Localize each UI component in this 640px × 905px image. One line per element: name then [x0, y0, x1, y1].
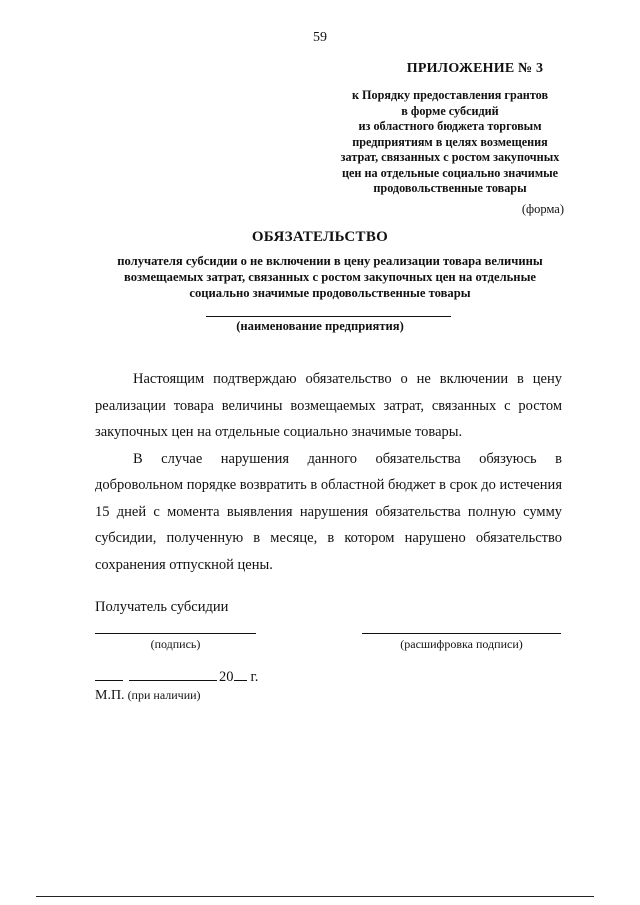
signature-blank-line [95, 633, 256, 634]
body-line: реализации товара величины возмещаемых затрат, связанных с ростом [95, 397, 562, 414]
stamp-note: (при наличии) [127, 688, 201, 702]
date-month-blank [129, 668, 217, 681]
body-line: В случае нарушения данного обязательства обязуюсь в [133, 450, 562, 467]
document-title: ОБЯЗАТЕЛЬСТВО [251, 229, 389, 245]
appendix-line: цен на отдельные социально значимые [341, 165, 559, 180]
stamp-line [95, 688, 201, 704]
appendix-line: к Порядку предоставления грантов [351, 88, 549, 102]
body-line: субсидии, полученную в месяце, в котором нарушено обязательство [95, 530, 562, 546]
appendix-line: затрат, связанных с ростом закупочных [340, 150, 560, 164]
page-number: 59 [313, 30, 327, 45]
date-day-blank [95, 668, 123, 681]
date-year-blank [234, 668, 247, 681]
signature-decoding-blank-line [362, 633, 561, 634]
subtitle-line: получателя субсидии о не включении в цену реализации товара величины [117, 254, 543, 268]
page-bottom-rule [36, 896, 594, 897]
subtitle-line: социально значимые продовольственные товары [189, 286, 471, 300]
form-label: (форма) [521, 202, 564, 216]
subtitle-line: возмещаемых затрат, связанных с ростом закупочных цен на отдельные [123, 270, 536, 284]
appendix-line: продовольственные товары [373, 181, 527, 195]
appendix-header [330, 60, 570, 197]
date-year-prefix: 20 [219, 669, 234, 685]
body-line: Настоящим подтверждаю обязательство о не включении в цену [133, 371, 562, 387]
body-line: 15 дней с момента выявления нарушения обязательства полную сумму [95, 503, 562, 520]
signature-decoding-caption: (расшифровка подписи) [400, 637, 523, 651]
body-text [95, 366, 562, 578]
recipient-label: Получатель субсидии [95, 599, 229, 615]
appendix-line: предприятиям в целях возмещения [352, 134, 548, 149]
appendix-line: в форме субсидий [401, 103, 499, 118]
date-row [95, 668, 258, 686]
stamp-label: М.П. [95, 688, 125, 703]
date-year-suffix: г. [250, 669, 259, 685]
enterprise-name-caption: (наименование предприятия) [236, 319, 404, 333]
body-line: сохранения отпускной цены. [95, 556, 273, 573]
body-line: закупочных цен на отдельные социально значимые товары. [95, 424, 463, 440]
appendix-line: из областного бюджета торговым [358, 119, 542, 133]
document-subtitle [80, 253, 580, 301]
enterprise-name-blank-line [206, 316, 451, 317]
appendix-text [330, 88, 570, 197]
body-line: добровольном порядке возвратить в областной бюджет в срок до истечения [95, 477, 562, 493]
appendix-title: ПРИЛОЖЕНИЕ № 3 [406, 61, 544, 76]
signature-caption: (подпись) [150, 637, 201, 651]
